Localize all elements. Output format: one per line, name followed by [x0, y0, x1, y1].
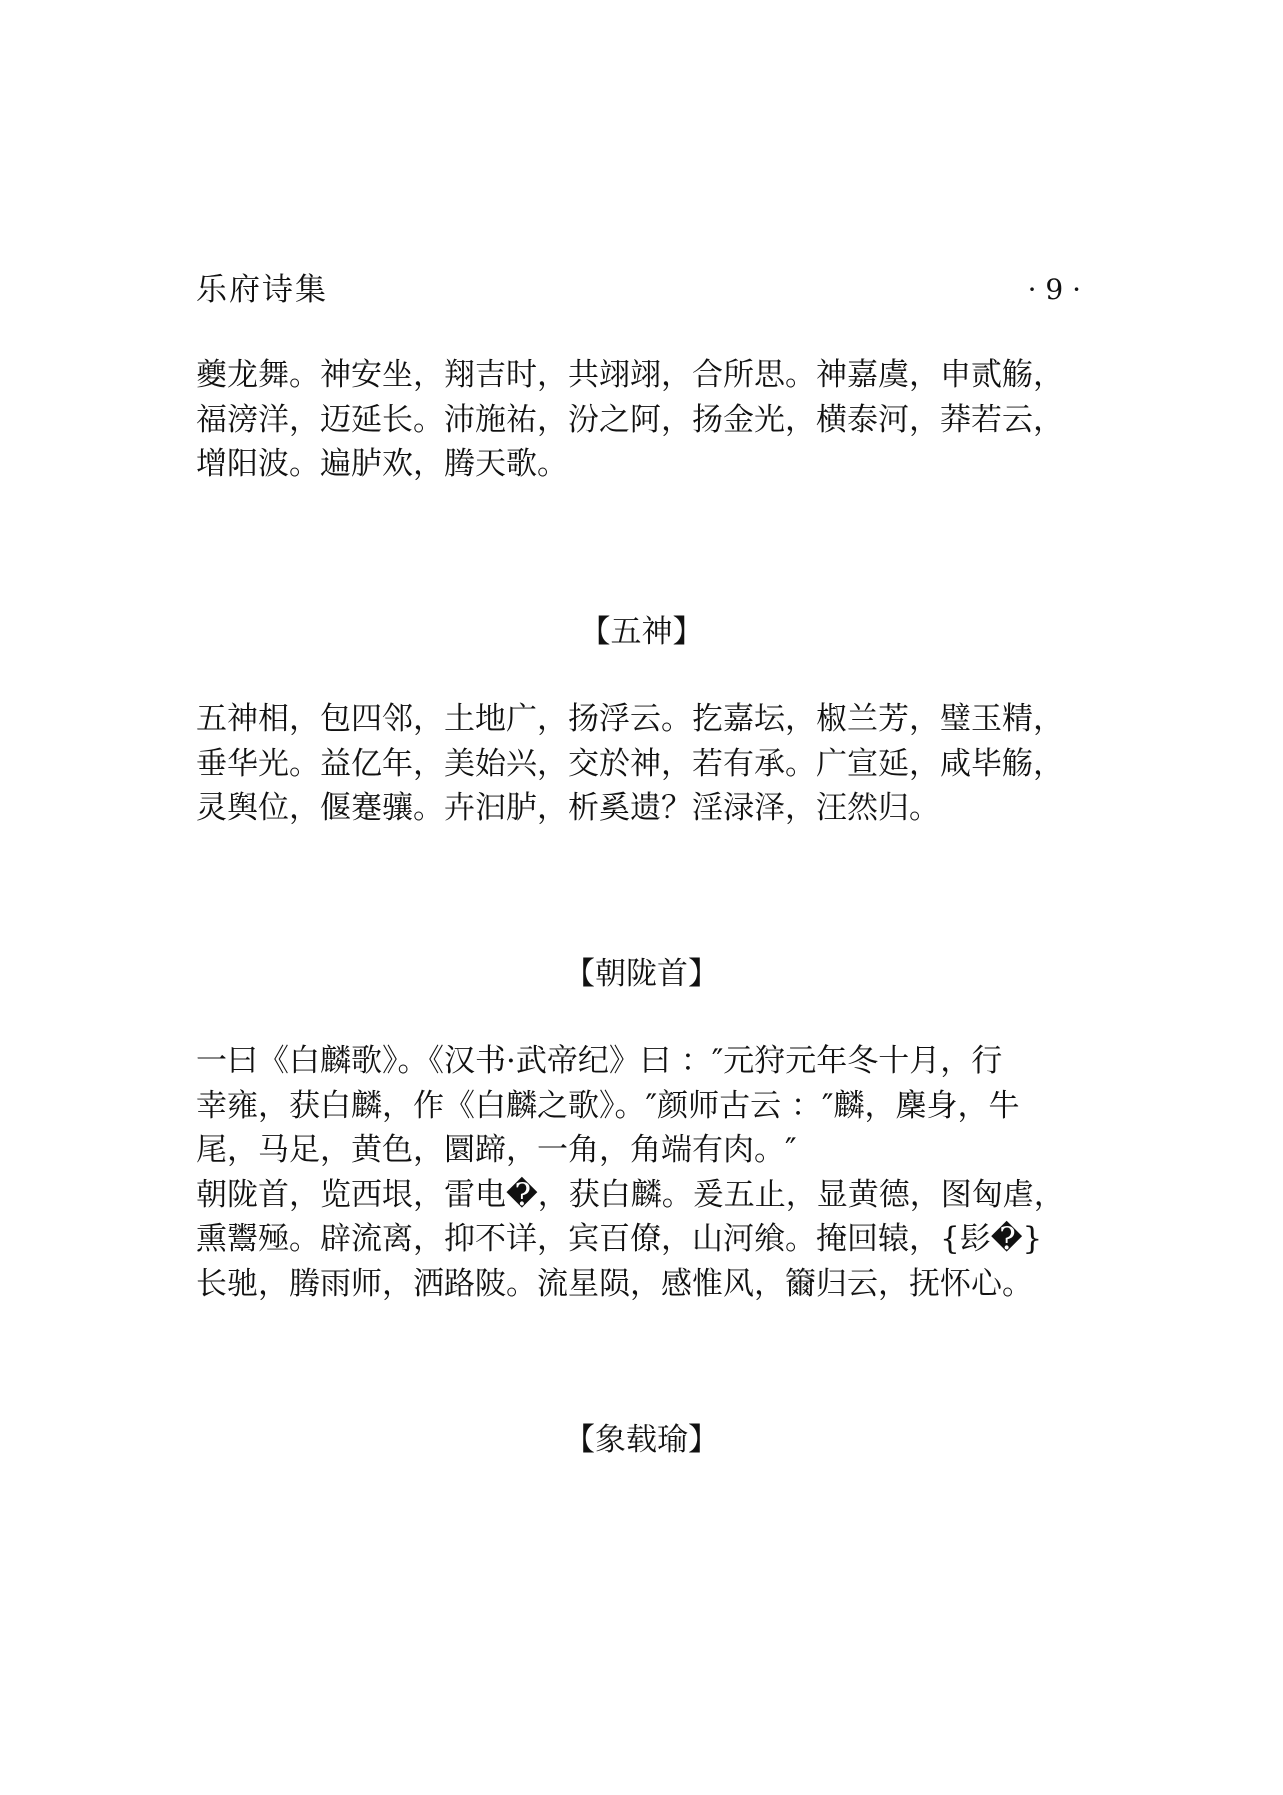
text-line: 朝陇首，览西垠，雷电�，获白麟。爰五止，显黄德，图匈虐， [196, 1176, 1065, 1213]
text-line: 垂华光。益亿年，美始兴，交於神，若有承。广宣延，咸毕觞， [196, 745, 1064, 782]
paragraph-chaolongshou [196, 1039, 1106, 1306]
text-line: 一曰《白麟歌》。《汉书·武帝纪》曰 ：″元狩元年冬十月，行 [196, 1043, 1003, 1079]
book-title: 乐府诗集 [196, 272, 328, 308]
section-title-chaolongshou: 【朝陇首】 [564, 956, 719, 992]
text-line: 夔龙舞。神安坐，翔吉时，共翊翊，合所思。神嘉虞，申贰觞， [196, 357, 1064, 393]
running-header [196, 268, 1081, 312]
text-line: 福滂洋，迈延长。沛施祐，汾之阿，扬金光，横泰河，莽若云， [196, 401, 1064, 438]
text-line: 长驰，腾雨师，洒路陂。流星陨，感惟风，籋归云，抚怀心。 [196, 1265, 1033, 1302]
text-line: 灵舆位，偃蹇骧。卉汩胪，析奚遗？淫渌泽，汪然归。 [196, 790, 940, 826]
page-number: · 9 · [1027, 273, 1081, 306]
paragraph-wushen [196, 697, 1106, 831]
text-line: 幸雍，获白麟，作《白麟之歌》。″颜师古云 ：″麟，麇身，牛 [196, 1087, 1020, 1124]
text-line: 增阳波。遍胪欢，腾天歌。 [196, 446, 568, 482]
text-line: 熏鬻殛。辟流离，抑不详，宾百僚，山河飨。掩回辕，{髟�} [196, 1221, 1043, 1257]
text-line: 五神相，包四邻，土地广，扬浮云。扢嘉坛，椒兰芳，璧玉精， [196, 701, 1064, 737]
text-line: 尾，马足，黄色，圜蹄，一角，角端有肉。″ [196, 1132, 797, 1168]
section-title-xiangzaiyu: 【象载瑜】 [564, 1422, 719, 1458]
paragraph-continued [196, 353, 1106, 487]
section-title-wushen: 【五神】 [579, 614, 704, 650]
